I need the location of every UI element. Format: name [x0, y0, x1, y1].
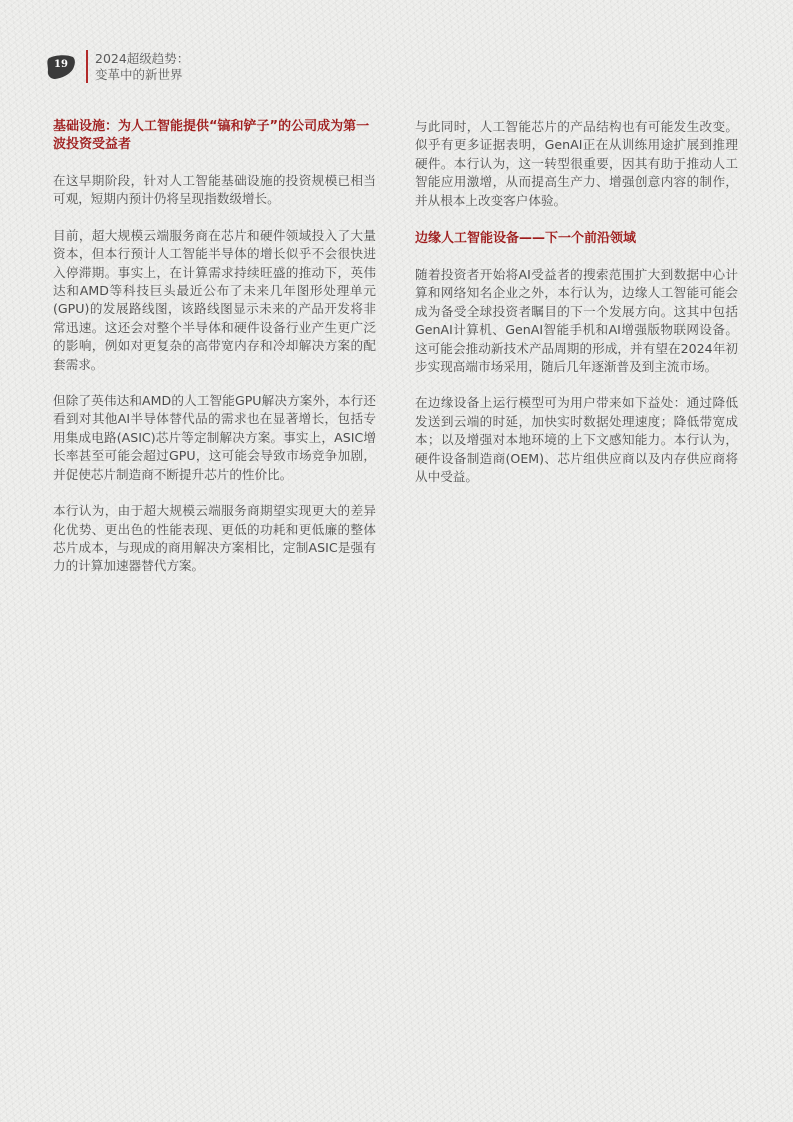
header-divider [86, 50, 88, 83]
body-paragraph: 在这早期阶段，针对人工智能基础设施的投资规模已相当可观，短期内预计仍将呈现指数级增长。 [53, 173, 376, 207]
body-paragraph: 在边缘设备上运行模型可为用户带来如下益处：通过降低发送到云端的时延，加快实时数据处理速度；降低带宽成本；以及增强对本地环境的上下文感知能力。本行认为，硬件设备制造商(OEM)、芯片组供应商以及内存供应商将从中受益。 [415, 395, 738, 485]
document-title [95, 51, 189, 83]
page-number: 19 [54, 59, 68, 70]
body-paragraph: 目前，超大规模云端服务商在芯片和硬件领域投入了大量资本，但本行预计人工智能半导体的增长似乎不会很快进入停滞期。事实上，在计算需求持续旺盛的推动下，英伟达和AMD等科技巨头最近公布了未来几年图形处理单元(GPU)的发展路线图，该路线图显示未来的产品开发将非常迅速。这还会对整个半导体和硬件设备行业产生更广泛的影响，例如对更复杂的高带宽内存和冷却解决方案的配套需求。 [53, 227, 376, 372]
page-number-badge [46, 54, 76, 80]
right-column [415, 118, 738, 505]
body-paragraph: 但除了英伟达和AMD的人工智能GPU解决方案外，本行还看到对其他AI半导体替代品的需求也在显著增长，包括专用集成电路(ASIC)芯片等定制解决方案。事实上，ASIC增长率甚至可能会超过GPU，这可能会导致市场竞争加剧，并促使芯片制造商不断提升芯片的性价比。 [53, 393, 376, 482]
body-paragraph: 与此同时，人工智能芯片的产品结构也有可能发生改变。似乎有更多证据表明，GenAI正在从训练用途扩展到推理硬件。本行认为，这一转型很重要，因其有助于推动人工智能应用激增，从而提高生产力、增强创意内容的制作，并从根本上改变客户体验。 [415, 119, 738, 208]
left-column [53, 118, 376, 594]
document-title-line-2: 变革中的新世界 [95, 67, 183, 82]
document-title-line-1: 2024超级趋势： [95, 51, 190, 66]
body-paragraph: 随着投资者开始将AI受益者的搜索范围扩大到数据中心计算和网络知名企业之外，本行认为，边缘人工智能可能会成为备受全球投资者瞩目的下一个发展方向。这其中包括GenAI计算机、GenAI智能手机和AI增强版物联网设备。这可能会推动新技术产品周期的形成，并有望在2024年初步实现高端市场采用，随后几年逐渐普及到主流市场。 [415, 267, 738, 375]
section-heading-edge-ai: 边缘人工智能设备——下一个前沿领域 [415, 231, 637, 247]
section-heading-infrastructure: 基础设施：为人工智能提供“镐和铲子”的公司成为第一波投资受益者 [53, 119, 370, 152]
body-paragraph: 本行认为，由于超大规模云端服务商期望实现更大的差异化优势、更出色的性能表现、更低的功耗和更低廉的整体芯片成本，与现成的商用解决方案相比，定制ASIC是强有力的计算加速器替代方案。 [53, 503, 376, 574]
